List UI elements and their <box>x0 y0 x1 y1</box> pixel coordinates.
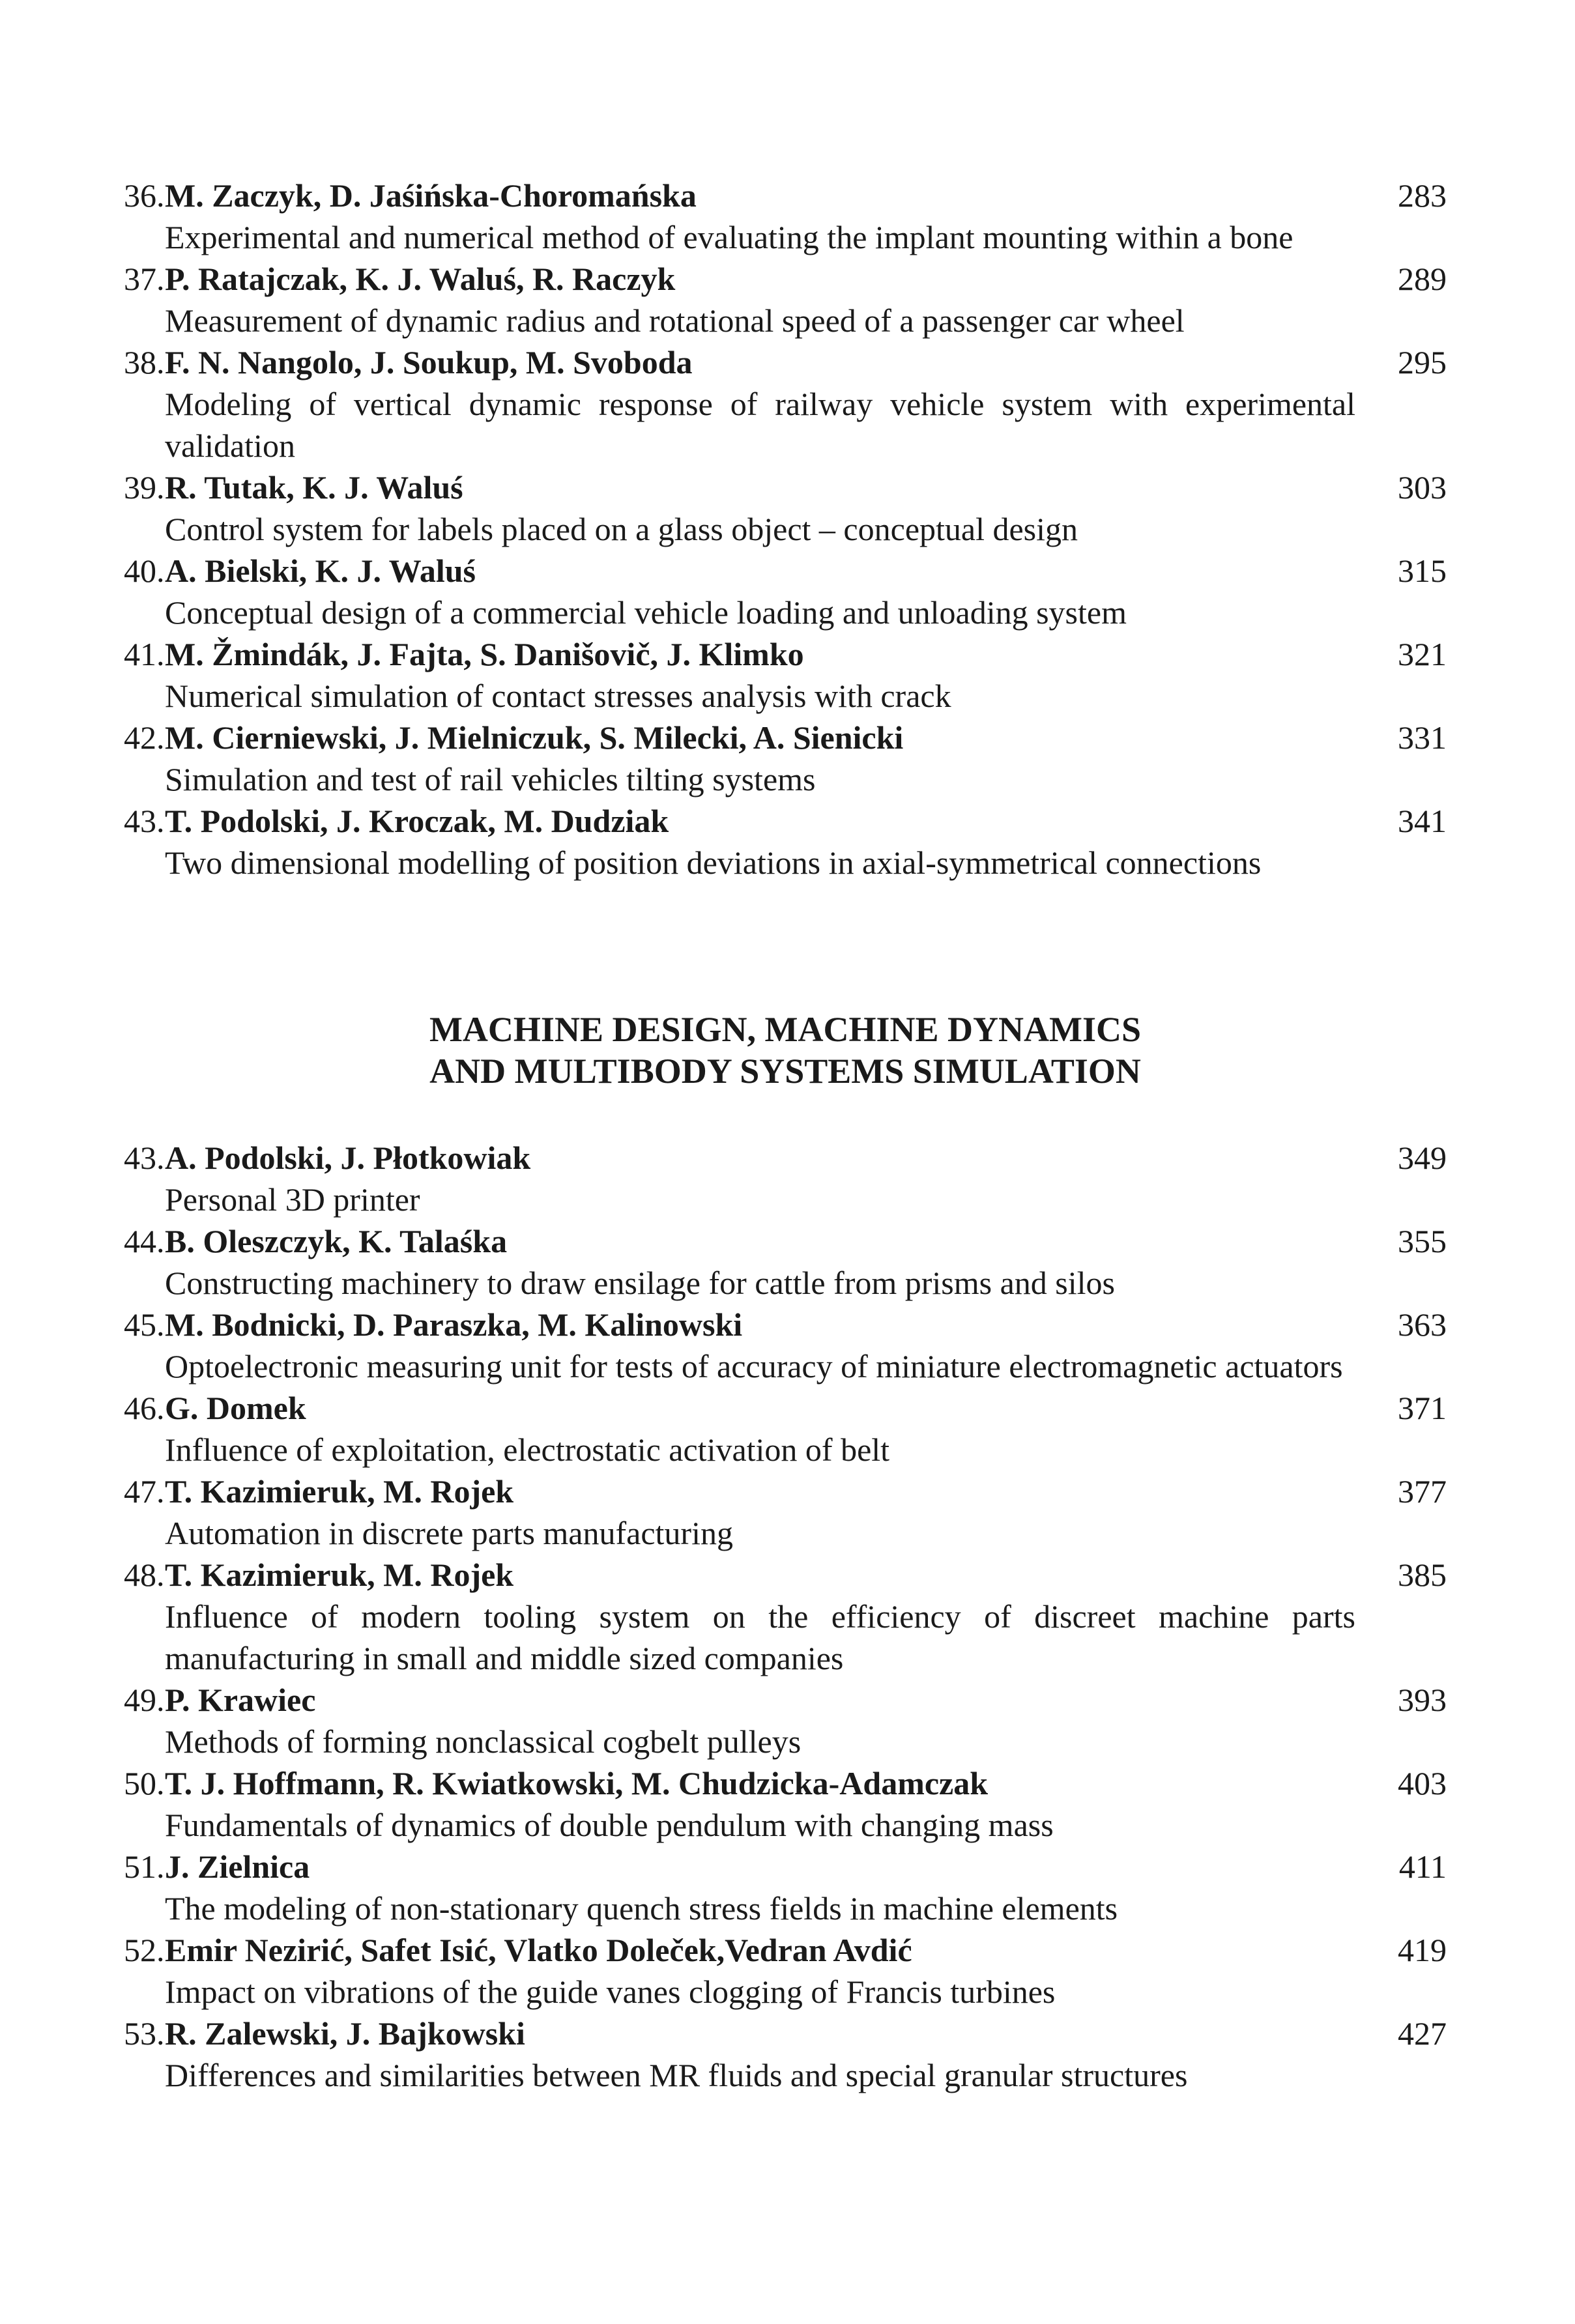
entry-page-number: 341 <box>1398 803 1447 839</box>
entry-authors: T. J. Hoffmann, R. Kwiatkowski, M. Chudzicka-Adamczak <box>165 1765 989 1801</box>
toc-section-continued <box>124 175 1447 883</box>
entry-number: 38. <box>124 344 165 380</box>
toc-entry <box>124 1137 1447 1220</box>
entry-page-number: 411 <box>1398 1848 1447 1885</box>
section-heading <box>124 1009 1447 1092</box>
entry-title: Personal 3D printer <box>165 1181 420 1218</box>
entry-number: 44. <box>124 1223 165 1259</box>
entry-authors: R. Tutak, K. J. Waluś <box>165 469 463 506</box>
toc-entry <box>124 341 1447 466</box>
entry-page-number: 403 <box>1398 1765 1447 1801</box>
toc-section-machine-design <box>124 1137 1447 2096</box>
entry-number: 45. <box>124 1306 165 1343</box>
toc-entry <box>124 466 1447 550</box>
entry-page-number: 377 <box>1398 1473 1447 1510</box>
entry-authors: M. Cierniewski, J. Mielniczuk, S. Milecki, A. Sienicki <box>165 719 904 756</box>
entry-title: Impact on vibrations of the guide vanes clogging of Francis turbines <box>165 1973 1056 2010</box>
toc-entry <box>124 800 1447 883</box>
entry-authors: M. Žmindák, J. Fajta, S. Danišovič, J. Klimko <box>165 636 804 672</box>
entry-number: 41. <box>124 636 165 672</box>
toc-entry <box>124 2013 1447 2096</box>
entry-number: 43. <box>124 1140 165 1176</box>
entry-title: Automation in discrete parts manufacturing <box>165 1515 733 1551</box>
entry-authors: Emir Nezirić, Safet Isić, Vlatko Doleček,Vedran Avdić <box>165 1932 912 1968</box>
toc-entry <box>124 717 1447 800</box>
entry-page-number: 321 <box>1398 636 1447 672</box>
toc-entry <box>124 1762 1447 1846</box>
entry-title: Measurement of dynamic radius and rotational speed of a passenger car wheel <box>165 302 1185 339</box>
entry-number: 49. <box>124 1682 165 1718</box>
entry-authors: T. Podolski, J. Kroczak, M. Dudziak <box>165 803 669 839</box>
entry-page-number: 427 <box>1398 2015 1447 2052</box>
entry-title: Influence of exploitation, electrostatic activation of belt <box>165 1431 890 1468</box>
entry-title: The modeling of non-stationary quench stress fields in machine elements <box>165 1890 1118 1927</box>
entry-number: 52. <box>124 1932 165 1968</box>
entry-number: 40. <box>124 552 165 589</box>
entry-number: 53. <box>124 2015 165 2052</box>
entry-title: Modeling of vertical dynamic response of railway vehicle system with experimental validation <box>165 386 1355 464</box>
entry-authors: R. Zalewski, J. Bajkowski <box>165 2015 525 2052</box>
entry-title: Influence of modern tooling system on the efficiency of discreet machine parts manufacturing in small and middle sized companies <box>165 1598 1355 1676</box>
toc-entry <box>124 1220 1447 1304</box>
toc-entry <box>124 1679 1447 1762</box>
entry-number: 50. <box>124 1765 165 1801</box>
entry-authors: T. Kazimieruk, M. Rojek <box>165 1473 514 1510</box>
toc-entry <box>124 1929 1447 2013</box>
entry-title: Simulation and test of rail vehicles tilting systems <box>165 761 816 797</box>
entry-page-number: 385 <box>1398 1557 1447 1593</box>
entry-page-number: 289 <box>1398 261 1447 297</box>
entry-title: Optoelectronic measuring unit for tests of accuracy of miniature electromagnetic actuators <box>165 1348 1343 1384</box>
entry-authors: P. Krawiec <box>165 1682 316 1718</box>
entry-title: Constructing machinery to draw ensilage for cattle from prisms and silos <box>165 1265 1115 1301</box>
toc-entry <box>124 175 1447 258</box>
entry-authors: M. Zaczyk, D. Jaśińska-Choromańska <box>165 177 697 214</box>
entry-number: 51. <box>124 1848 165 1885</box>
entry-authors: P. Ratajczak, K. J. Waluś, R. Raczyk <box>165 261 676 297</box>
entry-number: 48. <box>124 1557 165 1593</box>
entry-title: Two dimensional modelling of position deviations in axial-symmetrical connections <box>165 844 1262 881</box>
entry-page-number: 371 <box>1398 1390 1447 1426</box>
entry-authors: A. Bielski, K. J. Waluś <box>165 552 476 589</box>
section-heading-line-2: AND MULTIBODY SYSTEMS SIMULATION <box>429 1052 1141 1091</box>
entry-page-number: 349 <box>1398 1140 1447 1176</box>
toc-entry <box>124 1470 1447 1554</box>
section-heading-line-1: MACHINE DESIGN, MACHINE DYNAMICS <box>429 1010 1142 1049</box>
entry-number: 47. <box>124 1473 165 1510</box>
entry-title: Methods of forming nonclassical cogbelt pulleys <box>165 1723 802 1760</box>
entry-authors: B. Oleszczyk, K. Talaśka <box>165 1223 508 1259</box>
toc-entry <box>124 633 1447 717</box>
entry-number: 39. <box>124 469 165 506</box>
entry-page-number: 295 <box>1398 344 1447 380</box>
entry-title: Differences and similarities between MR fluids and special granular structures <box>165 2057 1188 2093</box>
entry-number: 43. <box>124 803 165 839</box>
entry-page-number: 363 <box>1398 1306 1447 1343</box>
entry-authors: J. Zielnica <box>165 1848 310 1885</box>
entry-title: Experimental and numerical method of evaluating the implant mounting within a bone <box>165 219 1293 255</box>
entry-title: Conceptual design of a commercial vehicle loading and unloading system <box>165 594 1127 631</box>
entry-page-number: 283 <box>1398 177 1447 214</box>
entry-page-number: 315 <box>1398 552 1447 589</box>
entry-page-number: 331 <box>1398 719 1447 756</box>
toc-entry <box>124 1387 1447 1470</box>
entry-title: Numerical simulation of contact stresses analysis with crack <box>165 678 951 714</box>
toc-entry <box>124 1554 1447 1679</box>
entry-title: Control system for labels placed on a glass object – conceptual design <box>165 511 1078 547</box>
entry-page-number: 419 <box>1398 1932 1447 1968</box>
toc-entry <box>124 1846 1447 1929</box>
entry-number: 42. <box>124 719 165 756</box>
entry-number: 36. <box>124 177 165 214</box>
toc-entry <box>124 550 1447 633</box>
entry-page-number: 303 <box>1398 469 1447 506</box>
entry-authors: T. Kazimieruk, M. Rojek <box>165 1557 514 1593</box>
entry-page-number: 393 <box>1398 1682 1447 1718</box>
entry-title: Fundamentals of dynamics of double pendulum with changing mass <box>165 1807 1054 1843</box>
entry-authors: A. Podolski, J. Płotkowiak <box>165 1140 531 1176</box>
entry-authors: F. N. Nangolo, J. Soukup, M. Svoboda <box>165 344 693 380</box>
toc-entry <box>124 258 1447 341</box>
entry-page-number: 355 <box>1398 1223 1447 1259</box>
entry-number: 37. <box>124 261 165 297</box>
entry-authors: G. Domek <box>165 1390 306 1426</box>
entry-number: 46. <box>124 1390 165 1426</box>
toc-entry <box>124 1304 1447 1387</box>
entry-authors: M. Bodnicki, D. Paraszka, M. Kalinowski <box>165 1306 743 1343</box>
